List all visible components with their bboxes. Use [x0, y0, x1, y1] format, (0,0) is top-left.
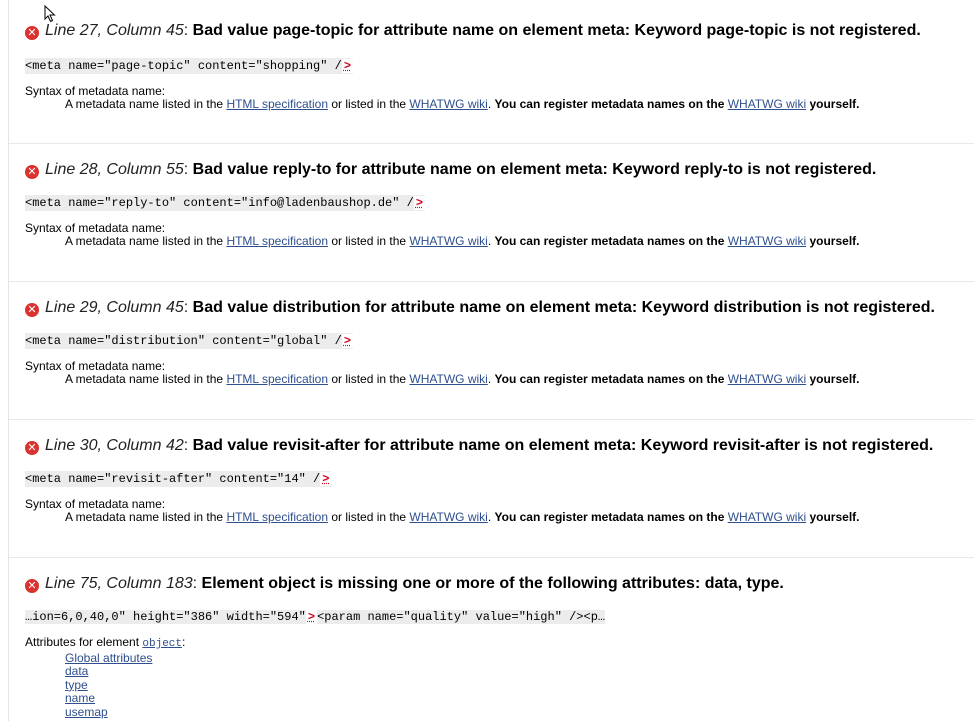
html-spec-link[interactable]: HTML specification: [226, 97, 329, 111]
error-message: [9, 557, 974, 721]
attributes-list: [25, 652, 185, 720]
syntax-description: A metadata name listed in the HTML specification or listed in the WHATWG wiki. You can register metadata names on the WHATWG wiki yourself.: [65, 510, 860, 524]
attribute-link-data[interactable]: data: [65, 664, 89, 679]
error-text: Bad value distribution for attribute name on element meta: Keyword distribution is not registered.: [192, 299, 935, 316]
error-circle-icon: ✕: [25, 579, 39, 593]
error-text: Element object is missing one or more of the following attributes: data, type.: [201, 575, 784, 592]
attribute-link-global[interactable]: Global attributes: [65, 650, 153, 665]
error-text: Bad value page-topic for attribute name on element meta: Keyword page-topic is not registered.: [192, 22, 921, 39]
error-message: [9, 0, 974, 144]
code-highlight: >: [415, 196, 424, 210]
whatwg-wiki-register-link[interactable]: WHATWG wiki: [727, 97, 807, 111]
syntax-label: Syntax of metadata name:: [25, 84, 166, 98]
error-location: Line 29, Column 45: [45, 299, 184, 316]
syntax-label: Syntax of metadata name:: [25, 221, 166, 235]
error-circle-icon: ✕: [25, 441, 39, 455]
syntax-label: Syntax of metadata name:: [25, 497, 166, 511]
attribute-link-type[interactable]: type: [65, 677, 88, 692]
code-highlight: >: [322, 472, 330, 486]
attribute-link-usemap[interactable]: usemap: [65, 704, 108, 719]
html-spec-link[interactable]: HTML specification: [226, 234, 329, 248]
syntax-label: Syntax of metadata name:: [25, 359, 166, 373]
error-heading: ✕ Line 29, Column 45: Bad value distribution for attribute name on element meta: Keyword distribution is not registered.: [25, 299, 935, 317]
error-heading: ✕ Line 27, Column 45: Bad value page-topic for attribute name on element meta: Keyword page-topic is not registered.: [25, 22, 921, 40]
code-highlight: >: [307, 610, 316, 624]
syntax-description: A metadata name listed in the HTML specification or listed in the WHATWG wiki. You can register metadata names on the WHATWG wiki yourself.: [65, 97, 860, 111]
syntax-info: [25, 85, 860, 111]
whatwg-wiki-register-link[interactable]: WHATWG wiki: [727, 372, 807, 386]
whatwg-wiki-register-link[interactable]: WHATWG wiki: [727, 510, 807, 524]
error-circle-icon: ✕: [25, 26, 39, 40]
object-element-link[interactable]: object: [142, 638, 182, 650]
error-text: Bad value reply-to for attribute name on element meta: Keyword reply-to is not registered.: [192, 161, 877, 178]
whatwg-wiki-link[interactable]: WHATWG wiki: [409, 510, 488, 524]
error-heading: ✕ Line 30, Column 42: Bad value revisit-after for attribute name on element meta: Keyword revisit-after is not registered.: [25, 437, 933, 455]
error-location: Line 75, Column 183: [45, 575, 193, 592]
syntax-info: [25, 498, 860, 524]
mouse-pointer-icon: [44, 5, 56, 23]
html-spec-link[interactable]: HTML specification: [226, 372, 329, 386]
code-extract: <meta name="reply-to" content="info@ladenbaushop.de" / >: [25, 196, 424, 210]
code-highlight: >: [343, 59, 352, 73]
attributes-label: Attributes for element object:: [25, 635, 186, 650]
error-circle-icon: ✕: [25, 165, 39, 179]
error-message: [9, 419, 974, 558]
validator-results: [8, 0, 974, 721]
syntax-description: A metadata name listed in the HTML specification or listed in the WHATWG wiki. You can register metadata names on the WHATWG wiki yourself.: [65, 372, 860, 386]
code-extract: <meta name="revisit-after" content="14" / >: [25, 472, 330, 486]
error-circle-icon: ✕: [25, 303, 39, 317]
error-heading: ✕ Line 75, Column 183: Element object is missing one or more of the following attributes: data, type.: [25, 575, 784, 593]
code-extract: <meta name="distribution" content="global" / >: [25, 334, 352, 348]
error-message: [9, 143, 974, 282]
attributes-info: [25, 636, 185, 720]
whatwg-wiki-link[interactable]: WHATWG wiki: [409, 372, 488, 386]
syntax-description: A metadata name listed in the HTML specification or listed in the WHATWG wiki. You can register metadata names on the WHATWG wiki yourself.: [65, 234, 860, 248]
code-extract: …ion=6,0,40,0" height="386" width="594" > <param name="quality" value="high" /><p…: [25, 610, 606, 624]
code-extract: <meta name="page-topic" content="shopping" / >: [25, 59, 352, 73]
attribute-link-name[interactable]: name: [65, 691, 96, 706]
error-text: Bad value revisit-after for attribute name on element meta: Keyword revisit-after is not registered.: [192, 437, 934, 454]
error-heading: ✕ Line 28, Column 55: Bad value reply-to for attribute name on element meta: Keyword reply-to is not registered.: [25, 161, 876, 179]
error-location: Line 30, Column 42: [45, 437, 184, 454]
error-message: [9, 281, 974, 420]
whatwg-wiki-link[interactable]: WHATWG wiki: [409, 97, 488, 111]
code-highlight: >: [343, 334, 352, 348]
error-location: Line 28, Column 55: [45, 161, 184, 178]
syntax-info: [25, 222, 860, 248]
error-location: Line 27, Column 45: [45, 22, 184, 39]
whatwg-wiki-link[interactable]: WHATWG wiki: [409, 234, 488, 248]
syntax-info: [25, 360, 860, 386]
whatwg-wiki-register-link[interactable]: WHATWG wiki: [727, 234, 807, 248]
html-spec-link[interactable]: HTML specification: [226, 510, 329, 524]
